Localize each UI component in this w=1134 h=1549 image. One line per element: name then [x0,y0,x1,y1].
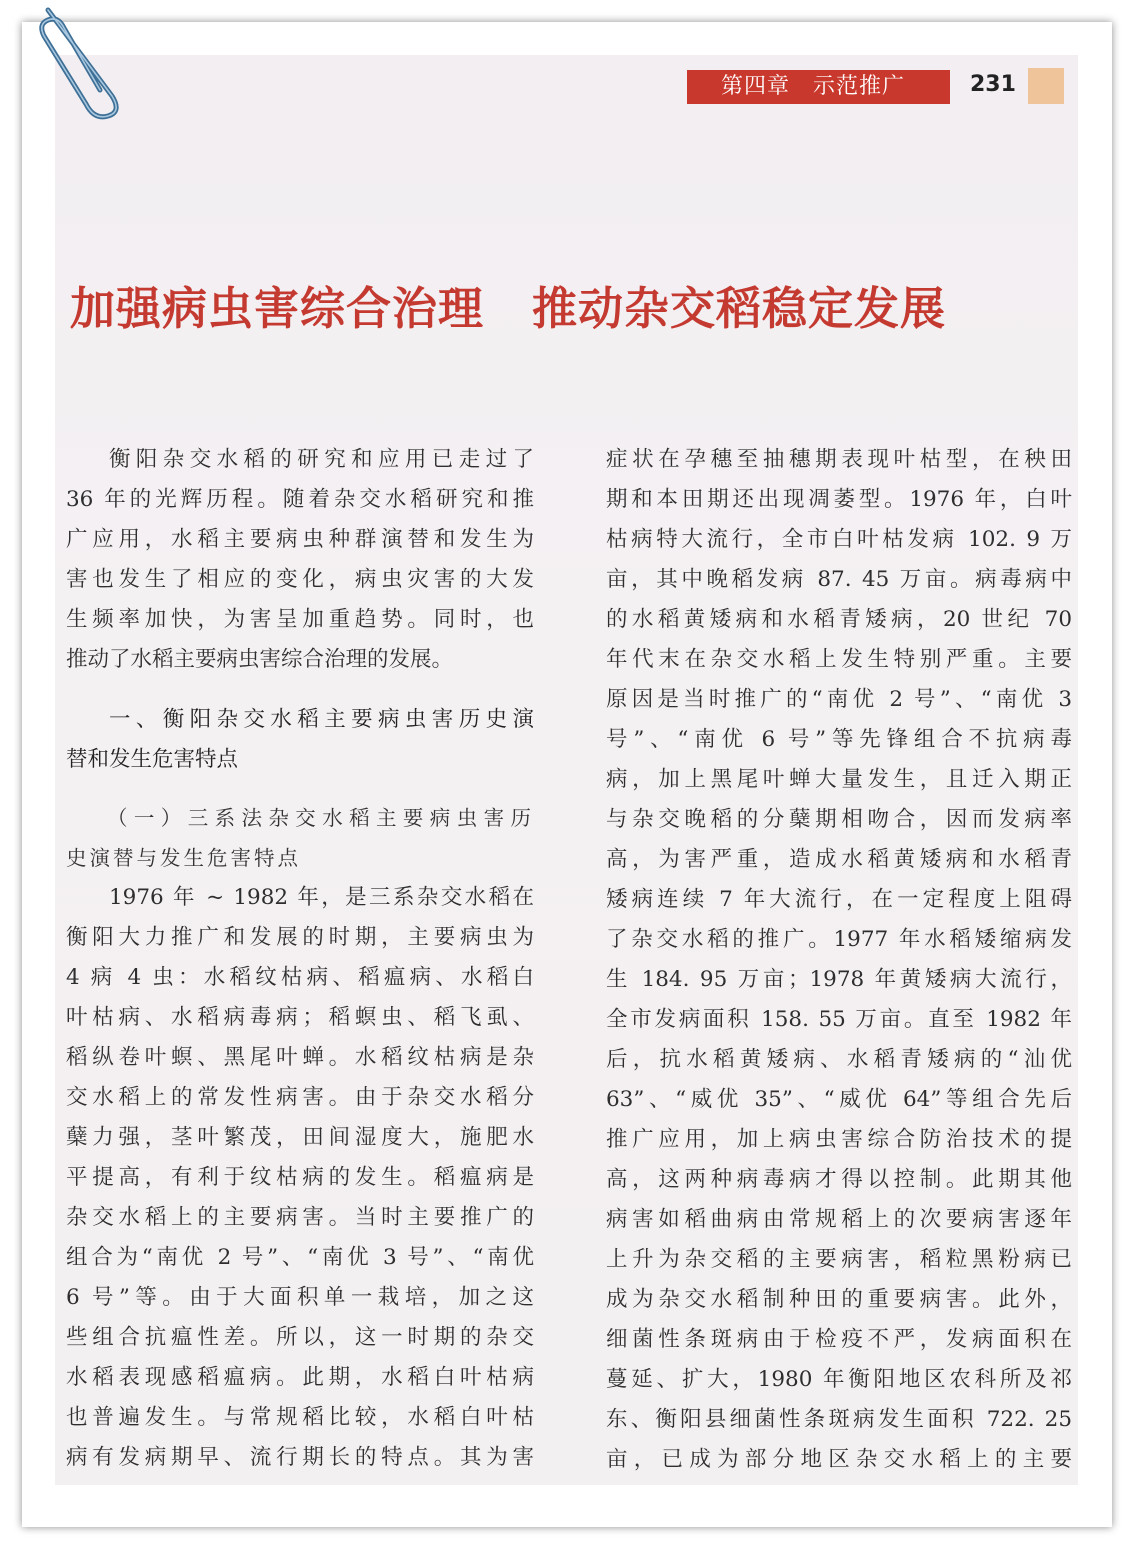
text-line: 杂交水稻上的主要病害。当时主要推广的 [66,1205,534,1230]
body-paragraph [66,878,534,1478]
text-line: 全市发病面积 158. 55 万亩。直至 1982 年 [606,1007,1072,1032]
text-line: 期和本田期还出现凋萎型。1976 年，白叶 [606,487,1072,512]
text-line: 成为杂交水稻制种田的重要病害。此外， [606,1287,1072,1312]
corner-color-block [1028,68,1064,104]
text-line: 推广应用，加上病虫害综合防治技术的提 [606,1127,1072,1152]
chapter-header: 第四章 示范推广 [687,70,950,104]
subheading-line: （一）三系法杂交水稻主要病虫害历 [107,806,534,830]
text-line: 病害如稻曲病由常规稻上的次要病害逐年 [606,1207,1072,1232]
title-part-1: 加强病虫害综合治理 [70,282,485,335]
text-line: 63”、“威优 35”、“威优 64”等组合先后 [606,1087,1072,1112]
text-line: 生频率加快，为害呈加重趋势。同时，也 [66,607,534,632]
paper-clip-icon [34,0,134,120]
text-line: 也普遍发生。与常规稻比较，水稻白叶枯 [66,1405,534,1430]
text-line: 亩，其中晚稻发病 87. 45 万亩。病毒病中 [606,567,1072,592]
text-line: 原因是当时推广的“南优 2 号”、“南优 3 [606,687,1072,712]
text-line: 高，为害严重，造成水稻黄矮病和水稻青 [606,847,1072,872]
text-line: 36 年的光辉历程。随着杂交水稻研究和推 [66,487,534,512]
text-line: 高，这两种病毒病才得以控制。此期其他 [606,1167,1072,1192]
text-line: 了杂交水稻的推广。1977 年水稻矮缩病发 [606,927,1072,952]
text-line: 4 病 4 虫：水稻纹枯病、稻瘟病、水稻白 [66,965,534,990]
text-line: 组合为“南优 2 号”、“南优 3 号”、“南优 [66,1245,534,1270]
text-line: 些组合抗瘟性差。所以，这一时期的杂交 [66,1325,534,1350]
subsection-heading [66,798,534,878]
text-line: 交水稻上的常发性病害。由于杂交水稻分 [66,1085,534,1110]
page-number: 231 [970,72,1016,97]
text-line: 1976 年 ~ 1982 年，是三系杂交水稻在 [109,885,534,910]
heading-line: 一、衡阳杂交水稻主要病虫害历史演 [109,707,534,732]
title-part-2: 推动杂交稻稳定发展 [532,282,947,335]
text-line: 病有发病期早、流行期长的特点。其为害 [66,1445,534,1470]
text-line: 叶枯病、水稻病毒病；稻螟虫、稻飞虱、 [66,1005,534,1030]
text-line: 年代末在杂交水稻上发生特别严重。主要 [606,647,1072,672]
text-line: 平提高，有利于纹枯病的发生。稻瘟病是 [66,1165,534,1190]
text-line: 衡阳杂交水稻的研究和应用已走过了 [109,447,534,472]
text-line: 6 号”等。由于大面积单一栽培，加之这 [66,1285,534,1310]
text-line: 衡阳大力推广和发展的时期，主要病虫为 [66,925,534,950]
text-line: 矮病连续 7 年大流行，在一定程度上阻碍 [606,887,1072,912]
text-line: 病，加上黑尾叶蝉大量发生，且迁入期正 [606,767,1072,792]
text-line: 的水稻黄矮病和水稻青矮病，20 世纪 70 [606,607,1072,632]
article-title [70,272,1070,337]
text-line: 推动了水稻主要病虫害综合治理的发展。 [66,647,454,672]
section-heading [66,700,534,780]
text-line: 后，抗水稻黄矮病、水稻青矮病的“汕优 [606,1047,1072,1072]
text-line: 蔓延、扩大，1980 年衡阳地区农科所及祁 [606,1367,1072,1392]
text-line: 东、衡阳县细菌性条斑病发生面积 722. 25 [606,1407,1072,1432]
text-line: 水稻表现感稻瘟病。此期，水稻白叶枯病 [66,1365,534,1390]
text-line: 害也发生了相应的变化，病虫灾害的大发 [66,567,534,592]
text-line: 症状在孕穗至抽穗期表现叶枯型，在秧田 [606,447,1072,472]
text-line: 蘖力强，茎叶繁茂，田间湿度大，施肥水 [66,1125,534,1150]
heading-line: 替和发生危害特点 [66,747,239,772]
text-line: 生 184. 95 万亩；1978 年黄矮病大流行， [606,967,1072,992]
subheading-line: 史演替与发生危害特点 [66,846,301,870]
text-line: 稻纵卷叶螟、黑尾叶蝉。水稻纹枯病是杂 [66,1045,534,1070]
left-column [66,440,534,1478]
text-line: 亩，已成为部分地区杂交水稻上的主要 [606,1447,1072,1472]
text-line: 细菌性条斑病由于检疫不严，发病面积在 [606,1327,1072,1352]
text-line: 号”、“南优 6 号”等先锋组合不抗病毒 [606,727,1072,752]
text-line: 与杂交晚稻的分蘖期相吻合，因而发病率 [606,807,1072,832]
text-line: 广应用，水稻主要病虫种群演替和发生为 [66,527,534,552]
text-line: 上升为杂交稻的主要病害，稻粒黑粉病已 [606,1247,1072,1272]
text-line: 枯病特大流行，全市白叶枯发病 102. 9 万 [606,527,1072,552]
right-column [606,440,1072,1480]
intro-paragraph [66,440,534,680]
